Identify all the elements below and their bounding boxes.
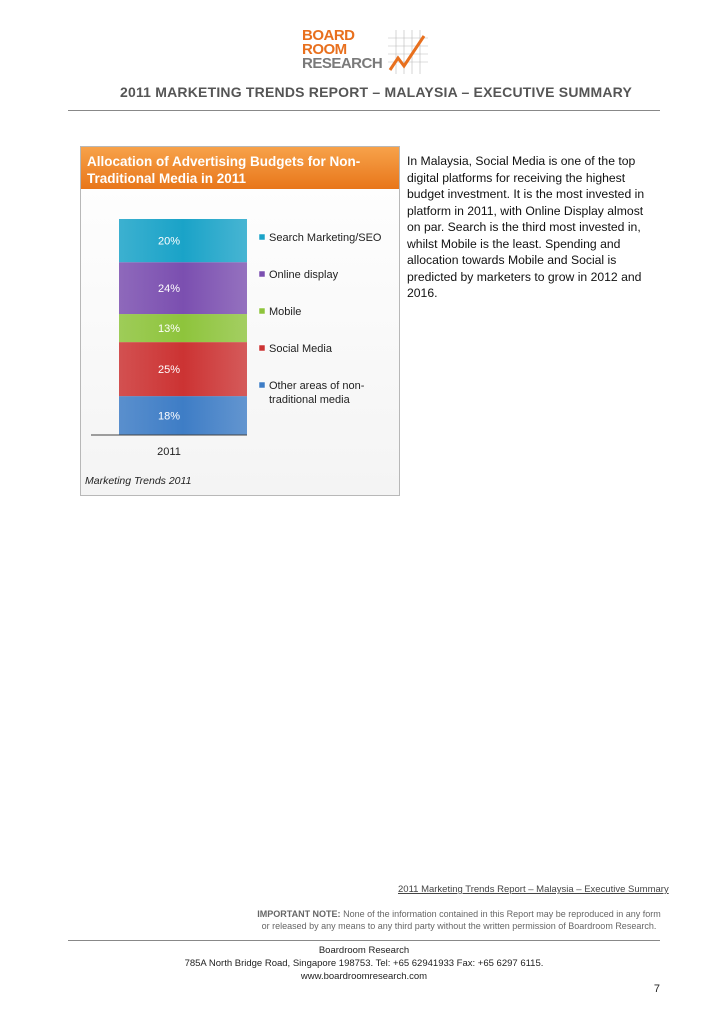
page-number: 7 <box>653 983 660 995</box>
bar-segment-1 <box>119 219 247 262</box>
legend-swatch-2 <box>259 271 265 277</box>
footer-address: 785A North Bridge Road, Singapore 198753. Tel: +65 62941933 Fax: +65 6297 6115. <box>184 958 544 969</box>
data-label-2: 24% <box>157 283 181 296</box>
footer-website: www.boardroomresearch.com <box>300 971 428 982</box>
x-tick-label: 2011 <box>157 446 181 458</box>
legend-swatch-4 <box>259 345 265 351</box>
logo-chart-icon <box>388 30 428 74</box>
legend-swatch-5 <box>259 382 265 388</box>
bar-segment-2 <box>119 262 247 314</box>
legend-swatch-1 <box>259 234 265 240</box>
important-note-label: IMPORTANT NOTE: <box>257 909 341 919</box>
bar-segment-3 <box>119 314 247 342</box>
data-label-5: 18% <box>157 410 181 423</box>
header-divider <box>68 110 660 111</box>
data-label-3: 13% <box>157 323 181 336</box>
chart-panel <box>80 146 400 496</box>
legend-label-2: Online display <box>269 269 339 281</box>
logo-text-line3: RESEARCH <box>302 55 383 72</box>
footer-company-name: Boardroom Research <box>318 945 410 956</box>
legend-label-4: Social Media <box>269 343 332 355</box>
chart-title-bar <box>81 147 399 189</box>
bar-segment-5 <box>119 396 247 435</box>
important-note <box>254 908 664 932</box>
report-header-title: 2011 MARKETING TRENDS REPORT – MALAYSIA – EXECUTIVE SUMMARY <box>120 84 632 100</box>
legend-label-1: Search Marketing/SEO <box>269 232 382 244</box>
chart-source: Marketing Trends 2011 <box>85 475 192 487</box>
logo-text-line1: BOARD <box>302 27 355 44</box>
logo-text-line2: ROOM <box>302 41 347 58</box>
chart-title: Allocation of Advertising Budgets for Non-Traditional Media in 2011 <box>87 154 361 186</box>
legend-label-3: Mobile <box>269 306 302 318</box>
summary-paragraph: In Malaysia, Social Media is one of the top digital platforms for receiving the highest budget investment. It is the most invested in platform in 2011, with Online Display almost on par. Search is the third most invested in, whilst Mobile is the least. Spending and allocation towards Mobile and Social is predicted by marketers to grow in 2012 and 2016. <box>407 154 645 300</box>
company-logo <box>300 28 430 76</box>
stacked-bar-chart <box>81 189 399 469</box>
legend-label-5-1: Other areas of non- <box>269 380 365 392</box>
legend-swatch-3 <box>259 308 265 314</box>
important-note-text: None of the information contained in this Report may be reproduced in any form or released by any means to any third party without the written permission of Boardroom Research. <box>261 909 661 931</box>
data-label-1: 20% <box>157 235 181 248</box>
data-label-4: 25% <box>157 364 181 377</box>
bar-segment-4 <box>119 342 247 396</box>
legend-label-5-2: traditional media <box>269 394 350 406</box>
footer-divider <box>68 940 660 941</box>
footer-report-title: 2011 Marketing Trends Report – Malaysia – Executive Summary <box>398 884 669 895</box>
